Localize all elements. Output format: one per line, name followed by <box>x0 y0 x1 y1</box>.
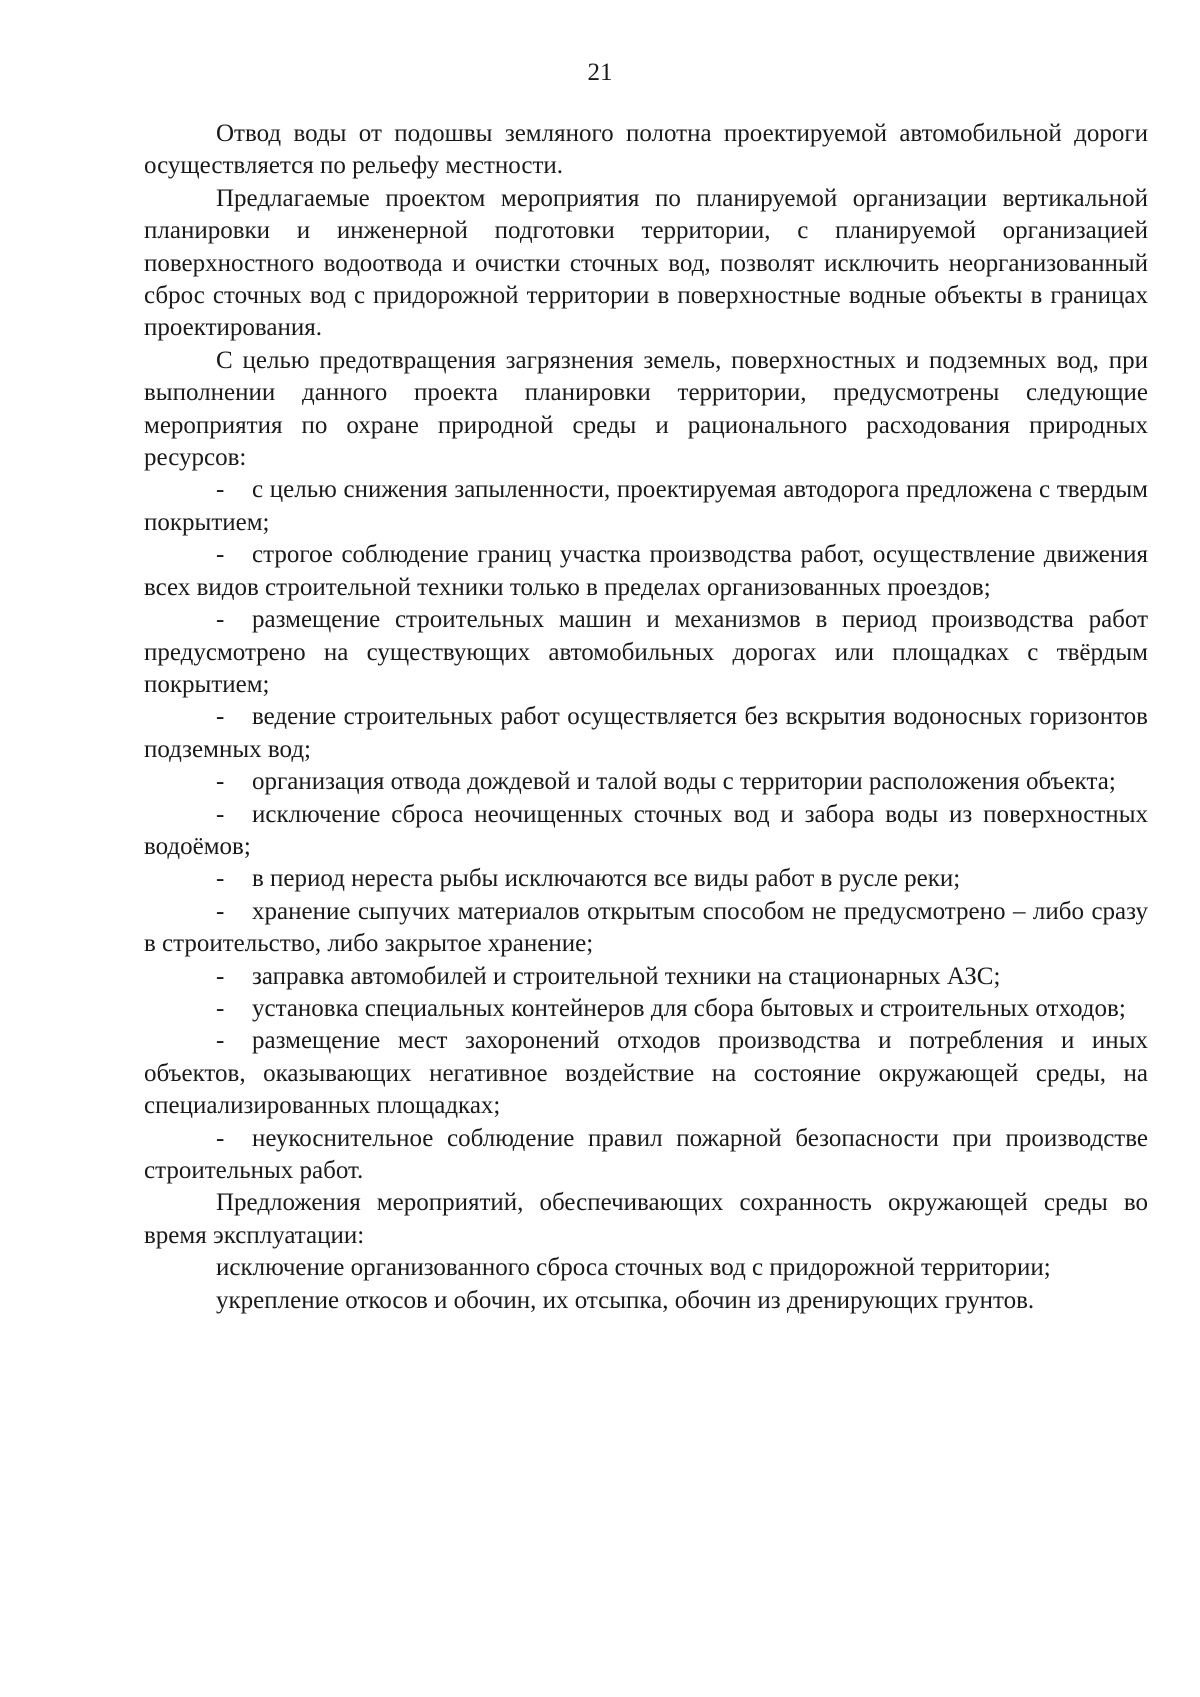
list-item-text: исключение сброса неочищенных сточных вод и забора воды из поверхностных водоёмов; <box>144 800 1148 860</box>
list-dash: - <box>216 1027 225 1055</box>
list-item-text: в период нереста рыбы исключаются все виды работ в русле реки; <box>252 865 961 893</box>
list-dash: - <box>216 476 225 504</box>
list-item-text: заправка автомобилей и строительной техники на стационарных АЗС; <box>252 962 1001 990</box>
list-item-text: установка специальных контейнеров для сбора бытовых и строительных отходов; <box>252 994 1126 1022</box>
list-item-text: размещение мест захоронений отходов производства и потребления и иных объектов, оказывающих негативное воздействие на состояние окружающей среды, на специализированных площадках; <box>144 1027 1148 1120</box>
list-item <box>144 766 1148 798</box>
list-item <box>144 1025 1148 1122</box>
list-item <box>144 539 1148 604</box>
list-item-text: ведение строительных работ осуществляется без вскрытия водоносных горизонтов подземных вод; <box>144 703 1148 763</box>
paragraph-pollution-prevention: С целью предотвращения загрязнения земель, поверхностных и подземных вод, при выполнении данного проекта планировки территории, предусмотрены следующие мероприятия по охране природной среды и рационального расходования природных ресурсов: <box>144 346 1148 472</box>
list-item <box>144 604 1148 701</box>
list-item <box>144 474 1148 539</box>
paragraph-measures: Предлагаемые проектом мероприятия по планируемой организации вертикальной планировки и инженерной подготовки территории, с планируемой организацией поверхностного водоотвода и очистки сточных вод, позволят исключить неорганизованный сброс сточных вод с придорожной территории в поверхностные водные объекты в границах проектирования. <box>144 184 1148 342</box>
list-item <box>144 961 1148 993</box>
list-item-text: строгое соблюдение границ участка производства работ, осуществление движения всех видов строительной техники только в пределах организованных проездов; <box>144 541 1148 601</box>
environmental-measures-list <box>144 474 1148 1187</box>
list-dash: - <box>216 1124 225 1152</box>
operation-item: исключение организованного сброса сточных вод с придорожной территории; <box>216 1254 1051 1282</box>
list-dash: - <box>216 994 225 1022</box>
list-dash: - <box>216 703 225 731</box>
page-number: 21 <box>587 59 613 86</box>
paragraph-drainage: Отвод воды от подошвы земляного полотна проектируемой автомобильной дороги осуществляется по рельефу местности. <box>144 120 1148 180</box>
list-item-text: с целью снижения запыленности, проектируемая автодорога предложена с твердым покрытием; <box>144 476 1148 536</box>
list-dash: - <box>216 541 225 569</box>
list-dash: - <box>216 768 225 796</box>
list-item <box>144 896 1148 961</box>
list-item <box>144 1123 1148 1188</box>
list-item-text: размещение строительных машин и механизмов в период производства работ предусмотрено на существующих автомобильных дорогах или площадках с твёрдым покрытием; <box>144 606 1148 698</box>
paragraph-operation-intro: Предложения мероприятий, обеспечивающих сохранность окружающей среды во время эксплуатации: <box>144 1189 1148 1249</box>
list-dash: - <box>216 962 225 990</box>
list-dash: - <box>216 800 225 828</box>
operation-item: укрепление откосов и обочин, их отсыпка, обочин из дренирующих грунтов. <box>216 1286 1035 1314</box>
document-body <box>144 118 1148 1317</box>
list-item <box>144 863 1148 895</box>
list-item-text: хранение сыпучих материалов открытым способом не предусмотрено – либо сразу в строительство, либо закрытое хранение; <box>144 897 1148 958</box>
list-item <box>144 701 1148 766</box>
list-item-text: неукоснительное соблюдение правил пожарной безопасности при производстве строительных работ. <box>144 1124 1148 1184</box>
list-dash: - <box>216 865 225 893</box>
list-item <box>144 799 1148 864</box>
list-dash: - <box>216 606 225 634</box>
list-dash: - <box>216 897 225 925</box>
list-item-text: организация отвода дождевой и талой воды с территории расположения объекта; <box>252 768 1116 796</box>
list-item <box>144 993 1148 1025</box>
